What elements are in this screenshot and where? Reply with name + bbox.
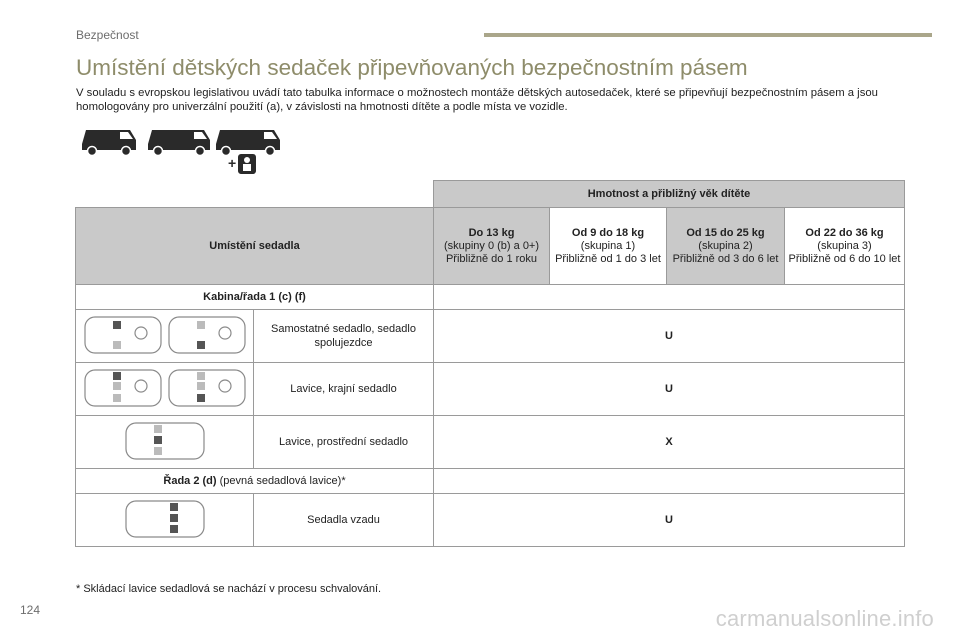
footnote: * Skládací lavice sedadlová se nachází v procesu schvalování. [76,583,382,595]
plus-child-seat-icon [228,154,256,174]
seat-label: Sedadla vzadu [254,494,434,547]
page-title: Umístění dětských sedaček připevňovaných bezpečnostním pásem [76,55,748,80]
group-0: Do 13 kg (skupiny 0 (b) a 0+) Přibližně do 1 roku [434,208,550,285]
seat-label: Lavice, krajní sedadlo [254,363,434,416]
intro-paragraph: V souladu s evropskou legislativou uvádí tato tabulka informace o možnostech montáže dětských autosedaček, které se připevňují bezpečnostním pásem a jsou homologovány pro univerzální použití (a), v závislosti na hmotnosti dítěte a podle místa ve vozidle. [76,87,878,113]
seat-value: U [434,310,905,363]
header-rule [484,33,932,37]
seat-label: Samostatné sedadlo, sedadlo spolujezdce [254,310,434,363]
van-medium-icon [148,130,210,156]
seat-diagram-rear [76,494,254,547]
seat-value: X [434,416,905,469]
vehicle-icons [80,126,280,176]
seat-diagram-bench-outer [76,363,254,416]
group-1: Od 9 do 18 kg (skupina 1) Přibližně od 1 do 3 let [550,208,667,285]
van-long-icon [216,130,280,156]
section-header: Bezpečnost [76,28,139,42]
child-seat-table [75,180,905,547]
svg-text:+: + [228,155,237,171]
group-2: Od 15 do 25 kg (skupina 2) Přibližně od 3 do 6 let [667,208,785,285]
seat-label: Lavice, prostřední sedadlo [254,416,434,469]
watermark: carmanualsonline.info [715,606,934,631]
section-row-2: Řada 2 (d) (pevná sedadlová lavice)* [76,469,434,494]
seat-diagram-bench-middle [76,416,254,469]
page-number: 124 [20,603,41,617]
section-row-1: Kabina/řada 1 (c) (f) [76,285,434,310]
van-short-icon [82,130,136,156]
weight-header: Hmotnost a přibližný věk dítěte [434,181,905,208]
group-3: Od 22 do 36 kg (skupina 3) Přibližně od 6 do 10 let [785,208,905,285]
seat-diagram-front [76,310,254,363]
seat-value: U [434,363,905,416]
seat-value: U [434,494,905,547]
place-header: Umístění sedadla [76,208,434,285]
